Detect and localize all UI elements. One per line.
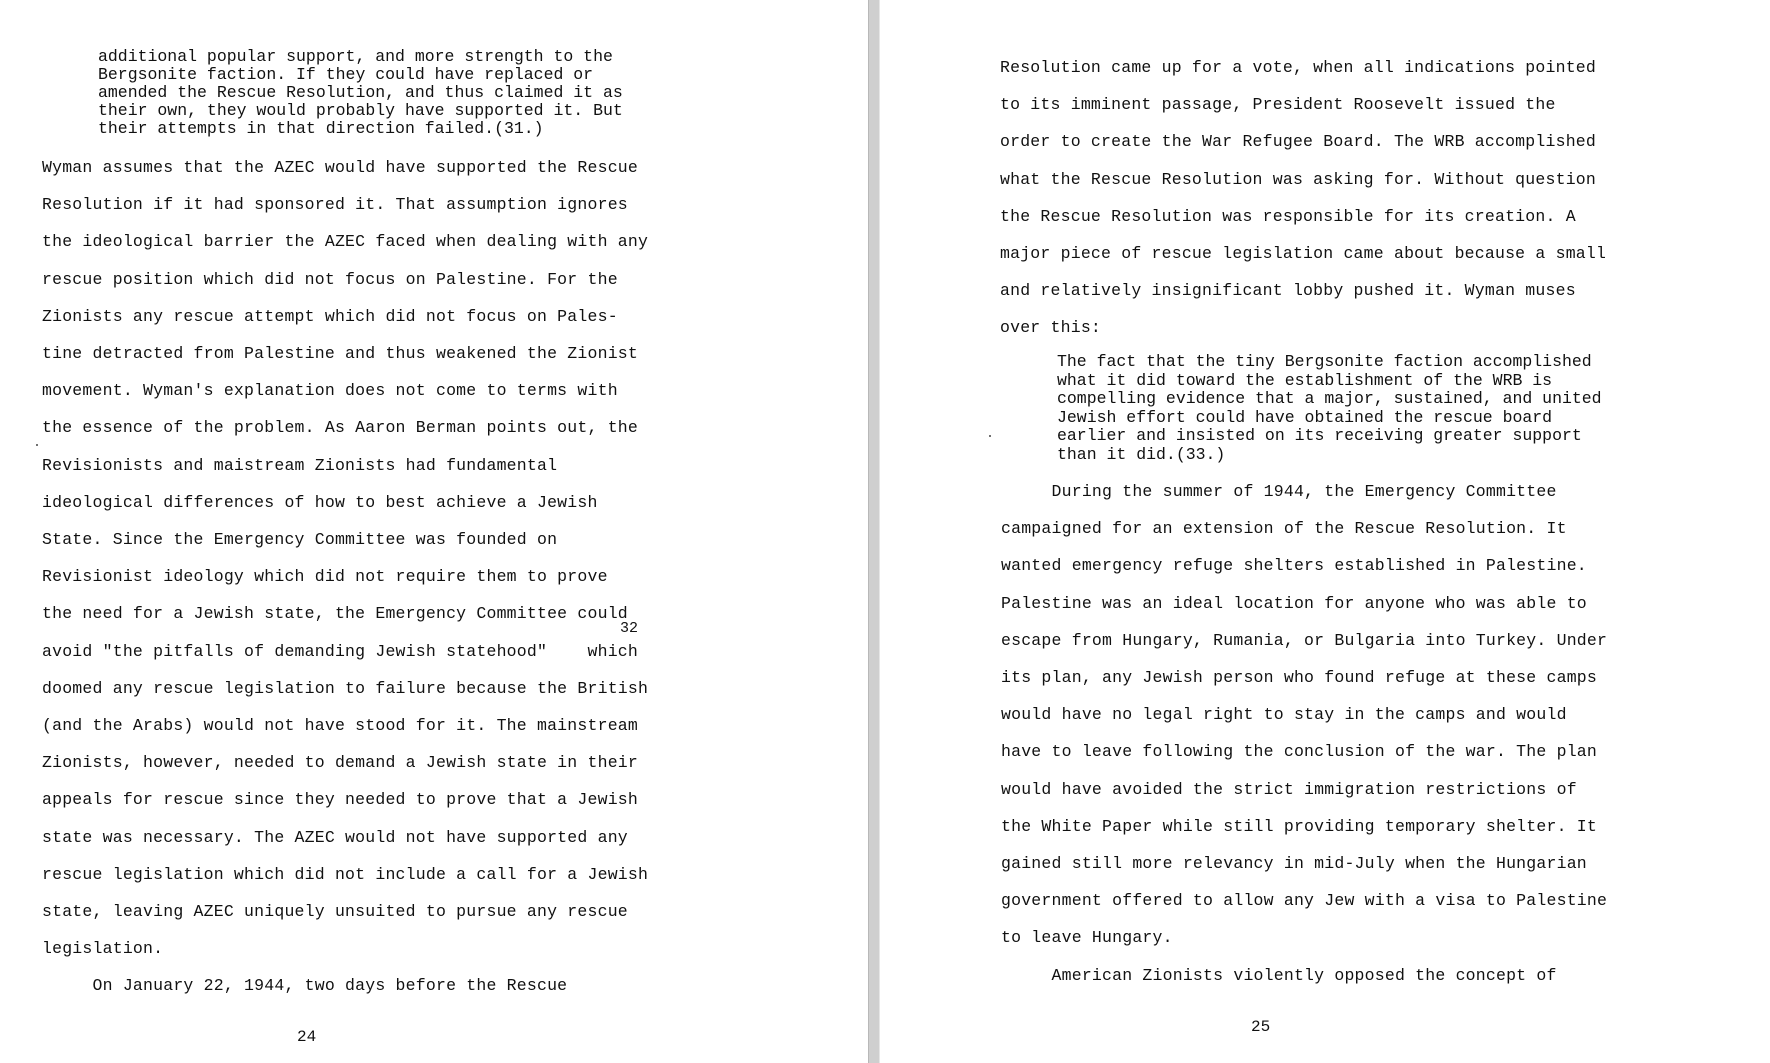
text-line: Resolution if it had sponsored it. That assumption ignores (42, 195, 628, 215)
page-25 (880, 0, 1770, 1063)
scan-speck (36, 444, 38, 446)
text-line: the White Paper while still providing temporary shelter. It (1001, 816, 1597, 836)
text-line: what the Rescue Resolution was asking for. Without question (1000, 169, 1596, 189)
text-line: to its imminent passage, President Roosevelt issued the (1000, 95, 1556, 115)
text-line: have to leave following the conclusion of the war. The plan (1001, 742, 1597, 762)
text-line: order to create the War Refugee Board. The WRB accomplished (1000, 132, 1596, 152)
text-line: wanted emergency refuge shelters established in Palestine. (1001, 556, 1587, 576)
text-line: over this: (1000, 318, 1102, 338)
text-line: major piece of rescue legislation came about because a small (1000, 244, 1607, 263)
quote-line: compelling evidence that a major, sustained, and united (1057, 389, 1602, 408)
quote-line: earlier and insisted on its receiving greater support (1057, 426, 1582, 445)
text-line: the Rescue Resolution was responsible for its creation. A (1000, 206, 1576, 226)
quote-line: their own, they would probably have supported it. But (98, 101, 623, 120)
text-line: Wyman assumes that the AZEC would have supported the Rescue (42, 158, 638, 177)
text-line: On January 22, 1944, two days before the Rescue (42, 976, 568, 996)
quote-line: Bergsonite faction. If they could have replaced or (98, 65, 594, 84)
text-line: movement. Wyman's explanation does not come to terms with (42, 381, 618, 401)
text-line: the need for a Jewish state, the Emergency Committee could (42, 604, 628, 624)
quote-line: The fact that the tiny Bergsonite faction accomplished (1057, 352, 1592, 371)
text-line: campaigned for an extension of the Rescue Resolution. It (1001, 519, 1567, 539)
text-line: would have avoided the strict immigration restrictions of (1001, 779, 1577, 799)
footnote-marker: 32 (620, 620, 639, 637)
text-line: Revisionists and maistream Zionists had fundamental (42, 455, 558, 475)
text-line: state, leaving AZEC uniquely unsuited to pursue any rescue (42, 902, 628, 921)
scan-speck (989, 435, 991, 437)
text-line: rescue position which did not focus on Palestine. For the (42, 269, 618, 289)
quote-line: Jewish effort could have obtained the rescue board (1057, 407, 1553, 427)
text-line: During the summer of 1944, the Emergency Committee (1001, 482, 1557, 501)
page-divider (868, 0, 880, 1063)
quote-line: additional popular support, and more strength to the (98, 47, 613, 66)
text-line: State. Since the Emergency Committee was founded on (42, 530, 558, 549)
text-line: rescue legislation which did not include a call for a Jewish (42, 864, 649, 884)
text-line: Resolution came up for a vote, when all indications pointed (1000, 58, 1596, 77)
text-line: gained still more relevancy in mid-July when the Hungarian (1001, 854, 1587, 873)
text-line: to leave Hungary. (1001, 928, 1173, 948)
text-line: and relatively insignificant lobby pushed it. Wyman muses (1000, 281, 1576, 301)
text-line: appeals for rescue since they needed to prove that a Jewish (42, 790, 638, 810)
text-line: the essence of the problem. As Aaron Berman points out, the (42, 418, 638, 438)
text-line: Zionists any rescue attempt which did not focus on Pales- (42, 306, 618, 326)
text-line: avoid "the pitfalls of demanding Jewish statehood" which (42, 641, 638, 661)
page-number: 25 (1251, 1018, 1271, 1036)
text-line: government offered to allow any Jew with a visa to Palestine (1001, 891, 1608, 911)
text-line: would have no legal right to stay in the camps and would (1001, 705, 1567, 725)
quote-line: than it did.(33.) (1057, 444, 1226, 464)
text-line: Palestine was an ideal location for anyone who was able to (1001, 593, 1587, 613)
text-line: American Zionists violently opposed the concept of (1001, 965, 1557, 985)
page-number: 24 (297, 1028, 317, 1046)
text-line: state was necessary. The AZEC would not have supported any (42, 827, 628, 847)
quote-line: amended the Rescue Resolution, and thus claimed it as (98, 83, 623, 102)
text-line: legislation. (42, 939, 164, 959)
text-line: the ideological barrier the AZEC faced when dealing with any (42, 232, 649, 252)
text-line: (and the Arabs) would not have stood for it. The mainstream (42, 716, 638, 735)
text-line: escape from Hungary, Rumania, or Bulgaria into Turkey. Under (1001, 630, 1608, 650)
page-24 (0, 0, 868, 1063)
text-line: tine detracted from Palestine and thus weakened the Zionist (42, 344, 638, 363)
text-line: its plan, any Jewish person who found refuge at these camps (1001, 668, 1597, 687)
text-line: ideological differences of how to best achieve a Jewish (42, 492, 598, 512)
text-line: doomed any rescue legislation to failure because the British (42, 678, 649, 698)
text-line: Revisionist ideology which did not require them to prove (42, 567, 608, 587)
text-line: Zionists, however, needed to demand a Jewish state in their (42, 753, 638, 773)
quote-line: their attempts in that direction failed.(31.) (98, 119, 544, 138)
quote-line: what it did toward the establishment of the WRB is (1057, 370, 1553, 390)
